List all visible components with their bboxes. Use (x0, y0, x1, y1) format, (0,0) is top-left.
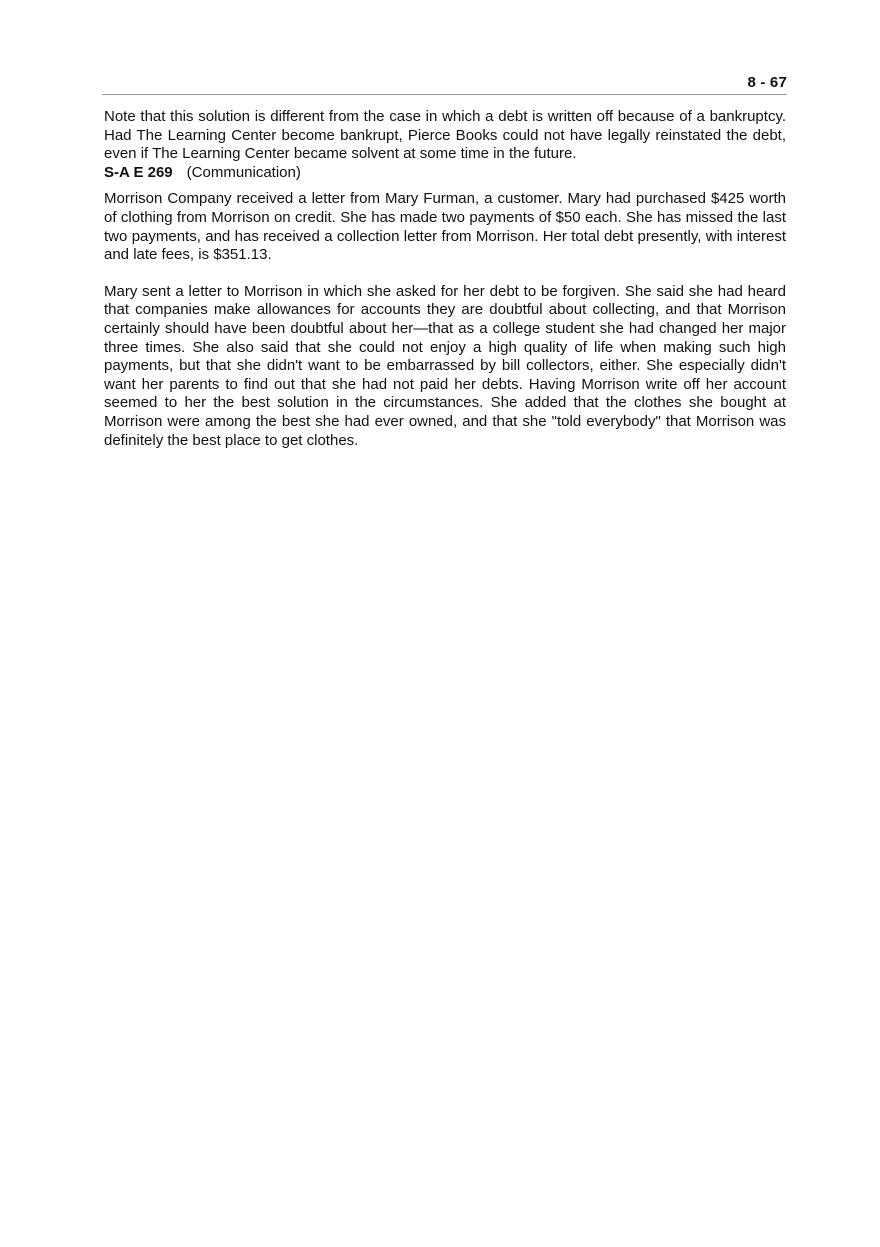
page-number: 8 - 67 (747, 74, 787, 91)
section-topic: (Communication) (186, 163, 301, 181)
morrison-intro-paragraph: Morrison Company received a letter from Mary Furman, a customer. Mary had purchased $425 worth of clothing from Morrison on credit. She has made two payments of $50 each. She has missed the last two payments, and has received a collection letter from Morrison. Her total debt presently, with interest and late fees, is $351.13. (104, 190, 786, 264)
page-content (104, 108, 786, 450)
page-header (102, 72, 787, 95)
section-code: S-A E 269 (104, 163, 173, 181)
section-heading (104, 164, 786, 183)
mary-letter-paragraph: Mary sent a letter to Morrison in which she asked for her debt to be forgiven. She said she had heard that companies make allowances for accounts they are doubtful about collecting, and that Morrison certainly should have been doubtful about her—that as a college student she had changed her major three times. She also said that she could not enjoy a high quality of life when making such high payments, but that she didn't want to be embarrassed by bill collectors, either. She especially didn't want her parents to find out that she had not paid her debts. Having Morrison write off her account seemed to her the best solution in the circumstances. She added that the clothes she bought at Morrison were among the best she had ever owned, and that she "told everybody" that Morrison was definitely the best place to get clothes. (104, 282, 786, 449)
note-paragraph: Note that this solution is different from the case in which a debt is written off because of a bankruptcy. Had The Learning Center become bankrupt, Pierce Books could not have legally reinstated the debt, even if The Learning Center became solvent at some time in the future. (104, 108, 786, 163)
